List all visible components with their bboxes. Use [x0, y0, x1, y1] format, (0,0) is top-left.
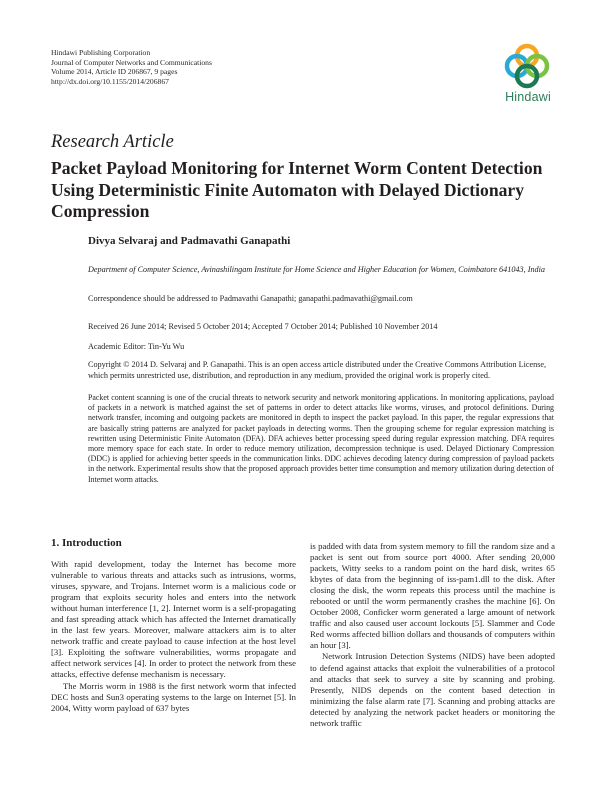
right-column [310, 541, 555, 729]
authors: Divya Selvaraj and Padmavathi Ganapathi [88, 235, 291, 247]
doi-link[interactable]: http://dx.doi.org/10.1155/2014/206867 [51, 76, 169, 86]
publication-dates: Received 26 June 2014; Revised 5 October 2014; Accepted 7 October 2014; Published 10 November 2014 [88, 322, 438, 331]
left-column [51, 559, 296, 714]
volume-info: Volume 2014, Article ID 206867, 9 pages [51, 67, 178, 77]
journal-name: Journal of Computer Networks and Communications [51, 57, 212, 67]
journal-masthead [51, 48, 212, 86]
academic-editor: Academic Editor: Tin-Yu Wu [88, 342, 185, 351]
paragraph: is padded with data from system memory to fill the random size and a packet is sent out from source port 4000. After sending 20,000 packets, Witty seeks to a random point on the hard disk, writes 65 kbytes of data from the beginning of iss-pam1.dll to the disk. After closing the disk, the worm repeats this process until the machine is rebooted or until the worm permanently crashes the machine [6]. On October 2008, Conficker worm generated a large amount of network traffic and also caused user account lockouts [5]. Slammer and Code Red worms affected billion dollars and thousands of computers within an hour [3]. [310, 541, 555, 651]
abstract: Packet content scanning is one of the crucial threats to network security and network monitoring applications. In monitoring applications, payload of packets in a network is matched against the set of patterns in order to detect attacks like worms, viruses, and protocol definitions. During network transfer, incoming and outgoing packets are monitored in depth to inspect the packet payload. In this paper, the regular expressions that are basically string patterns are analyzed for packet payloads in detecting worms. Then the grouping scheme for regular expression matching is rewritten using Deterministic Finite Automaton (DFA). DFA achieves better processing speed during regular expression matching. DFA requires more memory space for each state. In order to reduce memory utilization, decompression technique is used. Delayed Dictionary Compression (DDC) is applied for achieving better speeds in the communication links. DDC achieves decoding latency during compression of payload packets in the network. Experimental results show that the proposed approach provides better time consumption and memory utilization during detection of Internet worm attacks. [88, 393, 554, 484]
correspondence: Correspondence should be addressed to Padmavathi Ganapathi; ganapathi.padmavathi@gmail.com [88, 294, 413, 303]
section-heading: 1. Introduction [51, 537, 122, 549]
paper-title: Packet Payload Monitoring for Internet Worm Content Detection Using Deterministic Finite Automaton with Delayed Dictionary Compression [51, 158, 543, 222]
paragraph: The Morris worm in 1988 is the first network worm that infected DEC hosts and Sun3 operating systems to the large on Internet [5]. In 2004, Witty worm payload of 637 bytes [51, 680, 296, 713]
paragraph: With rapid development, today the Internet has become more vulnerable to various threats and attacks such as intrusions, worms, viruses, spyware, and Trojans. Internet worm is a malicious code or program that exploits security holes and enters into the network without human interference [1, 2]. Internet worm is a self-propagating and fast spreading attack which has affected the Internet dramatically in the last few years. Moreover, malware attackers aim is to alter network traffic and create payload to cause infection at the host level [3]. Exploiting the software vulnerabilities, worms propagate and affect network services [4]. In order to protect the network from these attacks, effective defense mechanism is necessary. [51, 559, 296, 680]
publisher-name: Hindawi Publishing Corporation [51, 48, 151, 57]
hindawi-logo-text: Hindawi [505, 90, 551, 104]
hindawi-rings-logo-icon [497, 40, 557, 90]
affiliation: Department of Computer Science, Avinashilingam Institute for Home Science and Higher Education for Women, Coimbatore 641043, India [88, 265, 545, 274]
paragraph: Network Intrusion Detection Systems (NIDS) have been adopted to defend against attacks that exploit the vulnerabilities of a protocol and attacks that seek to survey a site by scanning and probing. Presently, NIDS depends on the content based detection in minimizing the false alarm rate [7]. Scanning and probing attacks are detected by analyzing the network packet headers or monitoring the network traffic [310, 651, 555, 728]
article-type: Research Article [51, 132, 174, 152]
copyright-notice: Copyright © 2014 D. Selvaraj and P. Ganapathi. This is an open access article distributed under the Creative Commons Attribution License, which permits unrestricted use, distribution, and reproduction in any medium, provided the original work is properly cited. [88, 360, 547, 380]
